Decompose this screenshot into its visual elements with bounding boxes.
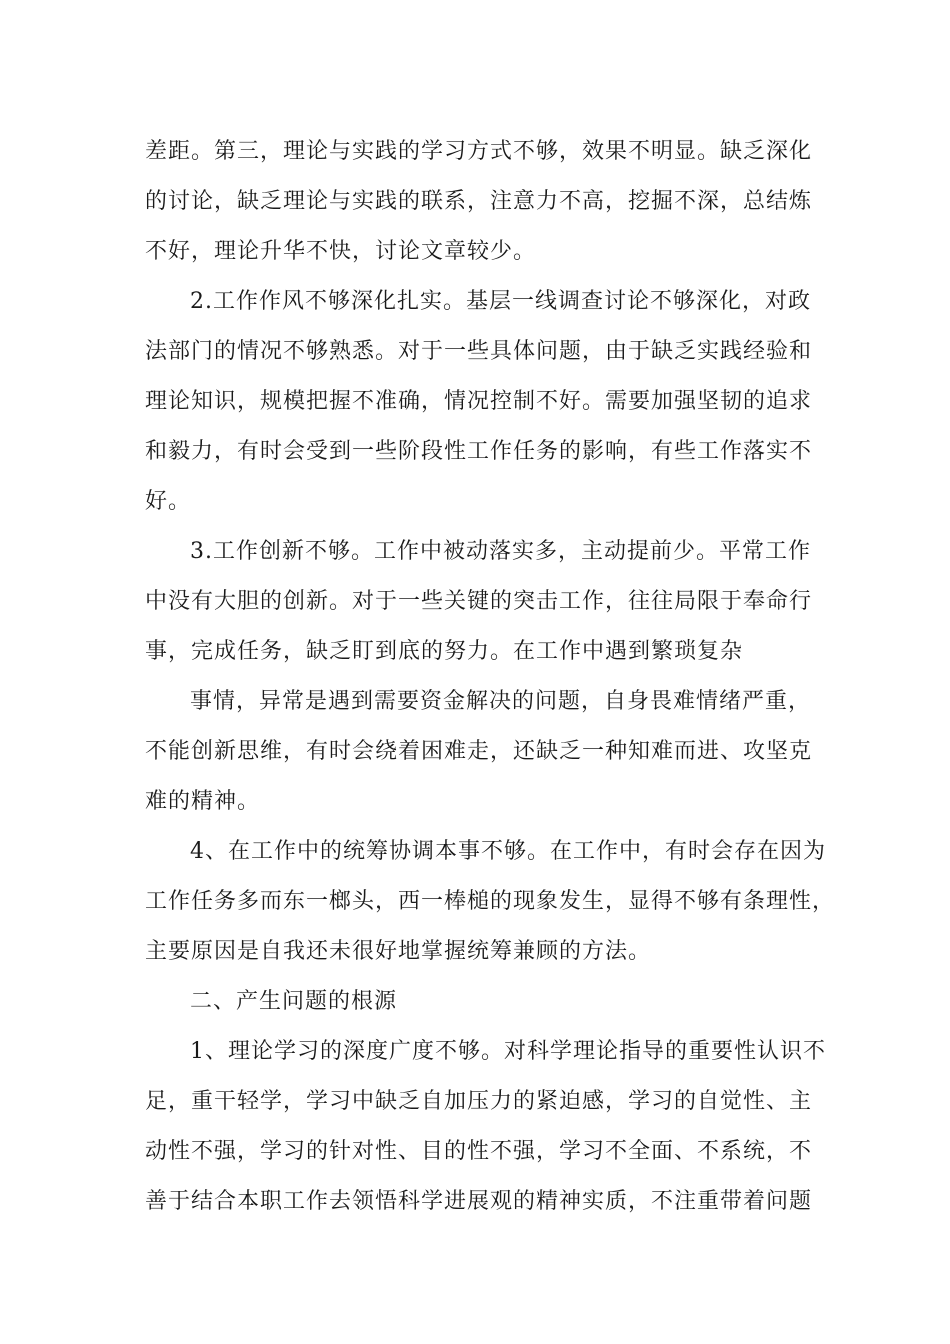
text-line: 动性不强，学习的针对性、目的性不强，学习不全面、不系统，不: [145, 1139, 813, 1164]
text-line: 事，完成任务，缺乏盯到底的努力。在工作中遇到繁琐复杂: [145, 639, 744, 664]
text-line: 的讨论，缺乏理论与实践的联系，注意力不高，挖掘不深，总结炼: [145, 189, 813, 214]
paragraph-start-line: 3.工作创新不够。工作中被动落实多，主动提前少。平常工作: [190, 539, 811, 564]
text-line: 理论知识，规模把握不准确，情况控制不好。需要加强坚韧的追求: [145, 389, 813, 414]
text-line: 工作任务多而东一榔头，西一棒槌的现象发生，显得不够有条理性，: [145, 889, 836, 914]
paragraph-start-line: 1、理论学习的深度广度不够。对科学理论指导的重要性认识不: [190, 1039, 826, 1064]
text-line: 善于结合本职工作去领悟科学进展观的精神实质，不注重带着问题: [145, 1189, 813, 1214]
section-heading: 二、产生问题的根源: [190, 989, 398, 1014]
text-line: 法部门的情况不够熟悉。对于一些具体问题，由于缺乏实践经验和: [145, 339, 813, 364]
paragraph-start-line: 4、在工作中的统筹协调本事不够。在工作中，有时会存在因为: [190, 839, 826, 864]
text-line: 和毅力，有时会受到一些阶段性工作任务的影响，有些工作落实不: [145, 439, 813, 464]
paragraph-start-line: 2.工作作风不够深化扎实。基层一线调查讨论不够深化，对政: [190, 289, 811, 314]
text-line: 不好，理论升华不快，讨论文章较少。: [145, 239, 537, 264]
paragraph-start-line: 事情，异常是遇到需要资金解决的问题，自身畏难情绪严重，: [190, 689, 812, 714]
text-line: 差距。第三，理论与实践的学习方式不够，效果不明显。缺乏深化: [145, 139, 813, 164]
text-line: 中没有大胆的创新。对于一些关键的突击工作，往往局限于奉命行: [145, 589, 813, 614]
text-line: 主要原因是自我还未很好地掌握统筹兼顾的方法。: [145, 939, 652, 964]
text-line: 好。: [145, 489, 192, 514]
text-line: 不能创新思维，有时会绕着困难走，还缺乏一种知难而进、攻坚克: [145, 739, 813, 764]
text-line: 足，重干轻学，学习中缺乏自加压力的紧迫感，学习的自觉性、主: [145, 1089, 813, 1114]
text-line: 难的精神。: [145, 789, 261, 814]
